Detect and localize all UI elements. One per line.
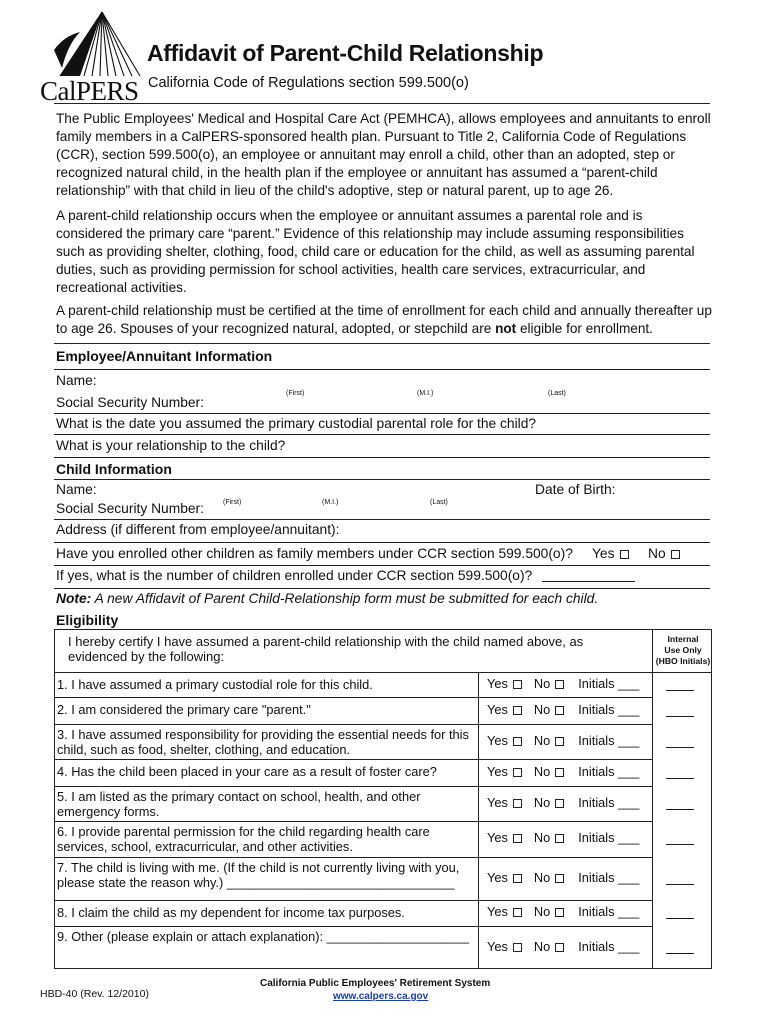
- divider: [54, 434, 710, 435]
- checkbox-icon[interactable]: [555, 943, 564, 952]
- hbo-initials-field[interactable]: [666, 716, 694, 717]
- yes-option[interactable]: Yes: [487, 870, 522, 885]
- hbo-initials-field[interactable]: [666, 918, 694, 919]
- intro-paragraph-3: A parent-child relationship must be certified at the time of enrollment for each child and annually thereafter up to age 26. Spouses of your recognized natural, adopted, or stepchild are not eligible for enrollment.: [56, 303, 712, 336]
- checkbox-icon[interactable]: [513, 908, 522, 917]
- yes-option[interactable]: Yes: [487, 733, 522, 748]
- hbo-initials-field[interactable]: [666, 953, 694, 954]
- internal-use-header: Internal Use Only (HBO Initials): [655, 634, 711, 666]
- employee-last-caption: (Last): [548, 390, 566, 397]
- eligibility-item-answer: [487, 870, 639, 885]
- table-divider: [54, 672, 712, 673]
- eligibility-item-answer: [487, 830, 639, 845]
- employee-name-label: Name:: [56, 373, 97, 388]
- divider: [54, 565, 710, 566]
- eligibility-item-text: 3. I have assumed responsibility for providing the essential needs for this child, such as food, shelter, clothing, and education.: [57, 727, 469, 757]
- table-divider: [54, 724, 652, 725]
- eligibility-item-answer: [487, 676, 639, 691]
- eligibility-item-answer: [487, 702, 639, 717]
- child-mi-caption: (M.I.): [322, 499, 339, 506]
- divider: [54, 369, 710, 370]
- form-id: HBD-40 (Rev. 12/2010): [40, 988, 149, 1000]
- initials-field[interactable]: Initials ___: [578, 938, 640, 954]
- hbo-initials-field[interactable]: [666, 884, 694, 885]
- hbo-initials-field[interactable]: [666, 809, 694, 810]
- checkbox-icon[interactable]: [555, 768, 564, 777]
- yes-option[interactable]: Yes: [487, 702, 522, 717]
- table-divider: [54, 857, 652, 858]
- table-divider: [54, 786, 652, 787]
- checkbox-icon[interactable]: [555, 834, 564, 843]
- eligibility-item-answer: [487, 733, 639, 748]
- no-option[interactable]: No: [534, 870, 564, 885]
- divider: [54, 542, 710, 543]
- divider: [54, 519, 710, 520]
- no-option[interactable]: No: [534, 939, 564, 954]
- child-name-label: Name:: [56, 482, 97, 497]
- checkbox-icon[interactable]: [513, 799, 522, 808]
- enrolled-no-option[interactable]: No: [648, 546, 680, 561]
- checkbox-icon[interactable]: [555, 706, 564, 715]
- enrolled-children-question: Have you enrolled other children as family members under CCR section 599.500(o)?: [56, 546, 573, 561]
- intro-paragraph-2: A parent-child relationship occurs when the employee or annuitant assumes a parental role and is considered the primary care “parent.” Evidence of this relationship may include assuming responsibilities such as providing shelter, clothing, food, child care or education for the child, as well as assuming parental duties, such as providing permission for school activities, health care services, extracurricular, and recreational activities.: [56, 208, 695, 295]
- checkbox-icon[interactable]: [555, 874, 564, 883]
- eligibility-item-text: 4. Has the child been placed in your care as a result of foster care?: [57, 764, 437, 779]
- no-option[interactable]: No: [534, 830, 564, 845]
- employee-ssn-label: Social Security Number:: [56, 395, 204, 410]
- no-option[interactable]: No: [534, 702, 564, 717]
- eligibility-item-answer: [487, 904, 639, 919]
- no-option[interactable]: No: [534, 795, 564, 810]
- initials-field[interactable]: Initials ___: [578, 701, 640, 717]
- calpers-logo-icon: [40, 10, 150, 82]
- number-enrolled-question: If yes, what is the number of children enrolled under CCR section 599.500(o)?: [56, 568, 533, 583]
- no-option[interactable]: No: [534, 733, 564, 748]
- employee-first-caption: (First): [286, 390, 305, 397]
- divider: [54, 457, 710, 458]
- table-divider: [54, 697, 652, 698]
- checkbox-icon[interactable]: [513, 874, 522, 883]
- divider: [54, 479, 710, 480]
- eligibility-item-answer: [487, 764, 639, 779]
- checkbox-icon[interactable]: [671, 550, 680, 559]
- note: Note: A new Affidavit of Parent Child-Relationship form must be submitted for each child.: [56, 591, 599, 606]
- eligibility-item-text: 8. I claim the child as my dependent for income tax purposes.: [57, 905, 405, 920]
- eligibility-item-answer: [487, 939, 639, 954]
- child-section-heading: Child Information: [56, 461, 172, 477]
- table-divider: [54, 759, 652, 760]
- hbo-initials-field[interactable]: [666, 747, 694, 748]
- yes-option[interactable]: Yes: [487, 904, 522, 919]
- checkbox-icon[interactable]: [513, 768, 522, 777]
- eligibility-item-text: 5. I am listed as the primary contact on school, health, and other emergency forms.: [57, 789, 421, 819]
- employee-section-heading: Employee/Annuitant Information: [56, 348, 273, 364]
- initials-field[interactable]: Initials ___: [578, 869, 640, 885]
- divider: [54, 588, 710, 589]
- checkbox-icon[interactable]: [555, 680, 564, 689]
- eligibility-item-text: 7. The child is living with me. (If the child is not currently living with you, please state the reason why.) ________________________________: [57, 860, 460, 890]
- hbo-initials-field[interactable]: [666, 778, 694, 779]
- divider: [54, 343, 710, 344]
- table-divider: [54, 821, 652, 822]
- table-divider: [652, 629, 653, 969]
- child-address-label: Address (if different from employee/annuitant):: [56, 522, 340, 537]
- no-option[interactable]: No: [534, 904, 564, 919]
- divider: [54, 413, 710, 414]
- certification-statement: I hereby certify I have assumed a parent-child relationship with the child named above, as evidenced by the following:: [68, 634, 584, 664]
- child-ssn-label: Social Security Number:: [56, 501, 204, 516]
- custodial-date-question: What is the date you assumed the primary custodial parental role for the child?: [56, 416, 537, 431]
- yes-option[interactable]: Yes: [487, 676, 522, 691]
- footer-org: California Public Employees' Retirement System: [260, 978, 491, 989]
- eligibility-item-text: 9. Other (please explain or attach explanation): ____________________: [57, 929, 469, 944]
- table-divider: [54, 900, 652, 901]
- yes-option[interactable]: Yes: [487, 939, 522, 954]
- initials-field[interactable]: Initials ___: [578, 904, 640, 919]
- footer-url-link[interactable]: www.calpers.ca.gov: [333, 991, 429, 1002]
- enrolled-yes-option[interactable]: Yes: [592, 546, 629, 561]
- initials-field[interactable]: Initials ___: [578, 763, 640, 779]
- no-option[interactable]: No: [534, 676, 564, 691]
- hbo-initials-field[interactable]: [666, 844, 694, 845]
- eligibility-item-answer: [487, 795, 639, 810]
- employee-mi-caption: (M.I.): [417, 390, 434, 397]
- page-subtitle: California Code of Regulations section 599.500(o): [148, 75, 469, 91]
- checkbox-icon[interactable]: [513, 834, 522, 843]
- divider: [54, 103, 710, 104]
- hbo-initials-field[interactable]: [666, 690, 694, 691]
- yes-option[interactable]: Yes: [487, 795, 522, 810]
- yes-option[interactable]: Yes: [487, 764, 522, 779]
- checkbox-icon[interactable]: [555, 799, 564, 808]
- eligibility-item-text: 6. I provide parental permission for the child regarding health care services, school, extracurricular, and other activities.: [57, 824, 430, 854]
- relationship-question: What is your relationship to the child?: [56, 438, 286, 453]
- checkbox-icon[interactable]: [555, 737, 564, 746]
- initials-field[interactable]: Initials ___: [578, 830, 640, 845]
- eligibility-item-text: 2. I am considered the primary care "parent.": [57, 702, 311, 717]
- checkbox-icon[interactable]: [513, 680, 522, 689]
- number-enrolled-field[interactable]: [542, 581, 635, 582]
- initials-field[interactable]: Initials ___: [578, 794, 640, 810]
- child-dob-label: Date of Birth:: [535, 482, 616, 497]
- checkbox-icon[interactable]: [513, 737, 522, 746]
- eligibility-item-text: 1. I have assumed a primary custodial role for this child.: [57, 677, 373, 692]
- logo-wordmark: CalPERS: [40, 76, 139, 106]
- child-first-caption: (First): [223, 499, 242, 506]
- initials-field[interactable]: Initials ___: [578, 675, 640, 691]
- table-divider: [54, 926, 652, 927]
- checkbox-icon[interactable]: [513, 943, 522, 952]
- checkbox-icon[interactable]: [555, 908, 564, 917]
- eligibility-heading: Eligibility: [56, 612, 119, 628]
- child-last-caption: (Last): [430, 499, 448, 506]
- yes-option[interactable]: Yes: [487, 830, 522, 845]
- intro-paragraph-1: The Public Employees' Medical and Hospital Care Act (PEMHCA), allows employees and annuitants to enroll family members in a CalPERS-sponsored health plan. Pursuant to Title 2, California Code of Regulations (CCR), section 599.500(o), an employee or annuitant may enroll a child, other than an adopted, step or recognized natural child, in the health plan if the employee or annuitant has assumed a “parent-child relationship” with that child in lieu of the child's adoptive, step or natural parent, up to age 26.: [56, 111, 711, 198]
- page-title: Affidavit of Parent-Child Relationship: [147, 40, 544, 66]
- checkbox-icon[interactable]: [620, 550, 629, 559]
- initials-field[interactable]: Initials ___: [578, 732, 640, 748]
- no-option[interactable]: No: [534, 764, 564, 779]
- checkbox-icon[interactable]: [513, 706, 522, 715]
